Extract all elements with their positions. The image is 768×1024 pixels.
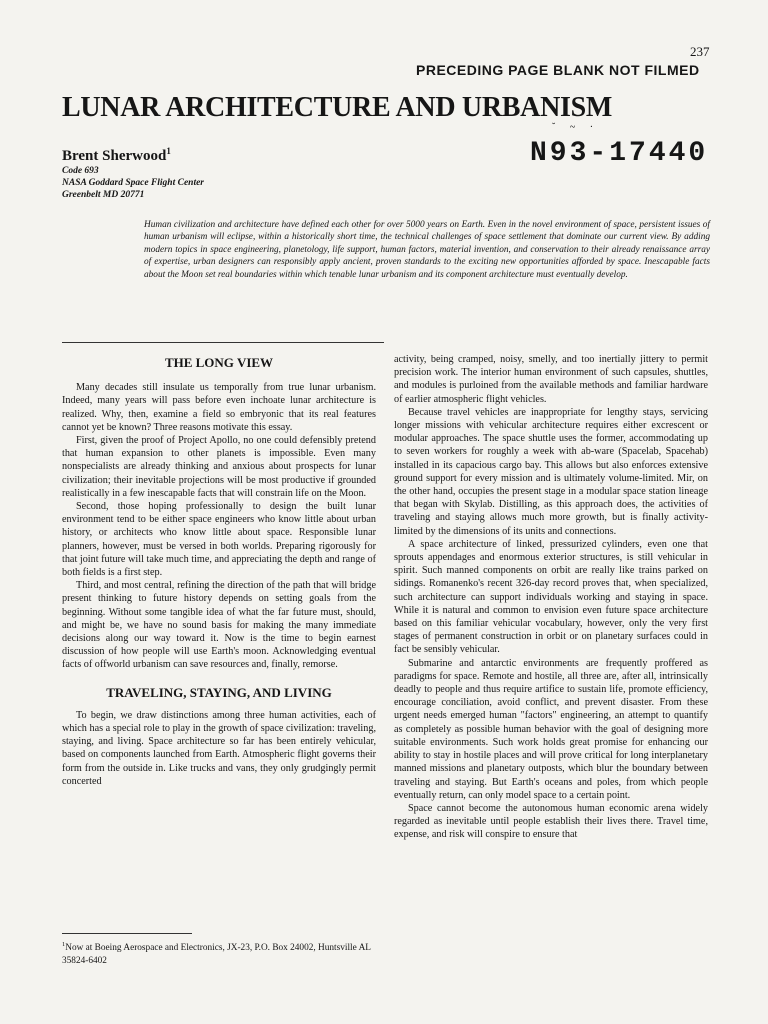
- preceding-page-notice: PRECEDING PAGE BLANK NOT FILMED: [416, 62, 700, 78]
- paragraph: Space cannot become the autonomous human economic arena widely regarded as inevitable until people establish their lives there. Travel time, expense, and risk will conspire to ensure that: [394, 802, 708, 841]
- paragraph: A space architecture of linked, pressurized cylinders, even one that sprouts appendages and enormous exterior structures, is still vehicular in spirit. Such manned components on orbit are really like trains parked on sidings. Romanenko's recent 326-day record proves that, when specialized, such architecture can support individuals working and staying in space. While it is natural and common to envision even future space architecture based on this familiar vehicular vocabulary, however, only the very first stages of permanent construction in orbit or on planetary surfaces could in fact be sensibly vehicular.: [394, 538, 708, 656]
- section-divider: [62, 342, 384, 343]
- author-name: [62, 146, 171, 165]
- footnote: [62, 939, 376, 967]
- paragraph: Second, those hoping professionally to design the built lunar environment tend to be either space engineers who know little about urban history, or architects who know little about space. Responsible lunar planners, however, must be versed in both worlds. Preparing rigorously for that joint future will take much time, and appreciating the depth and range of both fields is a first step.: [62, 501, 376, 579]
- page-number: 237: [690, 44, 710, 59]
- footnote-marker: 1: [62, 941, 66, 948]
- paragraph: To begin, we draw distinctions among three human activities, each of which has a special role to play in the growth of space civilization: traveling, staying, and living. Space architecture so far has been entirely vehicular, based on components launched from Earth. Atmospheric flight governs their form from the outside in. Like trucks and vans, they only grudgingly permit concerted: [62, 709, 376, 787]
- abstract: Human civilization and architecture have defined each other for over 5000 years on Earth. Even in the novel environment of space, persistent issues of human urbanism will eclipse, within a historically short time, the technical challenges of space settlement that dominate our current view. By adding modern topics in space engineering, planetology, life support, human factors, material invention, and conservation to their already renaissance array of expertise, urban designers can responsibly apply ancient, proven standards to the exciting new opportunities afforded by space. Inescapable facts about the Moon set real boundaries within which tenable lunar urbanism and its component architecture must eventually develop.: [144, 220, 710, 280]
- document-marks: ˘ ~ ·: [552, 122, 600, 133]
- document-number-stamp: N93-17440: [530, 138, 709, 169]
- affiliation-address: Greenbelt MD 20771: [62, 190, 145, 200]
- paragraph: Many decades still insulate us temporally from true lunar urbanism. Indeed, many years will pass before even inchoate lunar architecture is realized. Why, then, examine a field so embryonic that its real features cannot yet be known? Three reasons motivate this essay.: [62, 382, 376, 433]
- paragraph: Submarine and antarctic environments are frequently proffered as paradigms for space. Remote and hostile, all three are, after all, intrinsically deadly to people and thus require artifice to sustain life, promote efficiency, encourage conciliation, avoid conflict, and prevent disaster. From these urgent needs emerged human "factors" engineering, an attempt to quantify as completely as possible human behavior with the goal of designing more suitable environments. Such work holds great promise for enhancing our ability to stay in hostile places and will prove critical for long interplanetary manned missions and planetary outposts, which blur the boundary between traveling and staying. But Earth's oceans and poles, from which people eventually return, can only model space to a certain point.: [394, 657, 708, 801]
- paragraph: Because travel vehicles are inappropriate for lengthy stays, servicing longer missions with vehicular architecture requires either excrescent or modular approaches. The space shuttle uses the former, accommodating up to seven workers for roughly a week with ab-ware (Spacelab, Spacehab) installed in its capacious cargo bay. This allows but also enforces extensive ground support for every mission and is ultimately volume-limited. Mir, on the other hand, occupies the present stage in a modular space station lineage that began with Skylab. Distilling, as this approach does, the activities of traveling and staying allows much more growth, but is finally activity-limited by the dimensions of its units and connections.: [394, 406, 708, 537]
- affiliation-code: Code 693: [62, 166, 99, 176]
- left-column: [62, 356, 376, 788]
- section-heading-traveling: TRAVELING, STAYING, AND LIVING: [106, 684, 332, 700]
- right-column: [394, 353, 708, 842]
- paragraph: First, given the proof of Project Apollo, no one could defensibly pretend that human expansion to other planets is impossible. Even many nonspecialists are already thinking and anxious about prospects for lunar civilization; their inevitable projections will be most productive if grounded realistically in a few inescapable facts that will constrain life on the Moon.: [62, 435, 376, 499]
- paragraph: Third, and most central, refining the direction of the path that will bridge present thinking to future history depends on setting goals from the beginning. Without some tangible idea of what the far future must, should, and might be, we have no sound basis for making the many immediate decisions along our way toward it. Now is the time to begin earnest discussion of how people will use Earth's moon. Acknowledging eventual facts of offworld urbanism can save resources and, finally, remorse.: [62, 580, 376, 671]
- author-footnote-marker: 1: [166, 146, 171, 156]
- section-heading-long-view: THE LONG VIEW: [164, 355, 274, 370]
- footnote-rule: [62, 933, 192, 934]
- author-name-text: Brent Sherwood: [62, 148, 167, 164]
- paper-title: LUNAR ARCHITECTURE AND URBANISM: [62, 92, 612, 123]
- paragraph: activity, being cramped, noisy, smelly, and too inertially jittery to permit precision work. The interior human environment of such capsules, shuttles, and modules is purloined from the available methods and familiar hardware of earlier atmospheric flight vehicles.: [394, 354, 708, 405]
- affiliation-org: NASA Goddard Space Flight Center: [62, 178, 204, 188]
- footnote-text: Now at Boeing Aerospace and Electronics, JX-23, P.O. Box 24002, Huntsville AL 35824-6402: [62, 943, 371, 966]
